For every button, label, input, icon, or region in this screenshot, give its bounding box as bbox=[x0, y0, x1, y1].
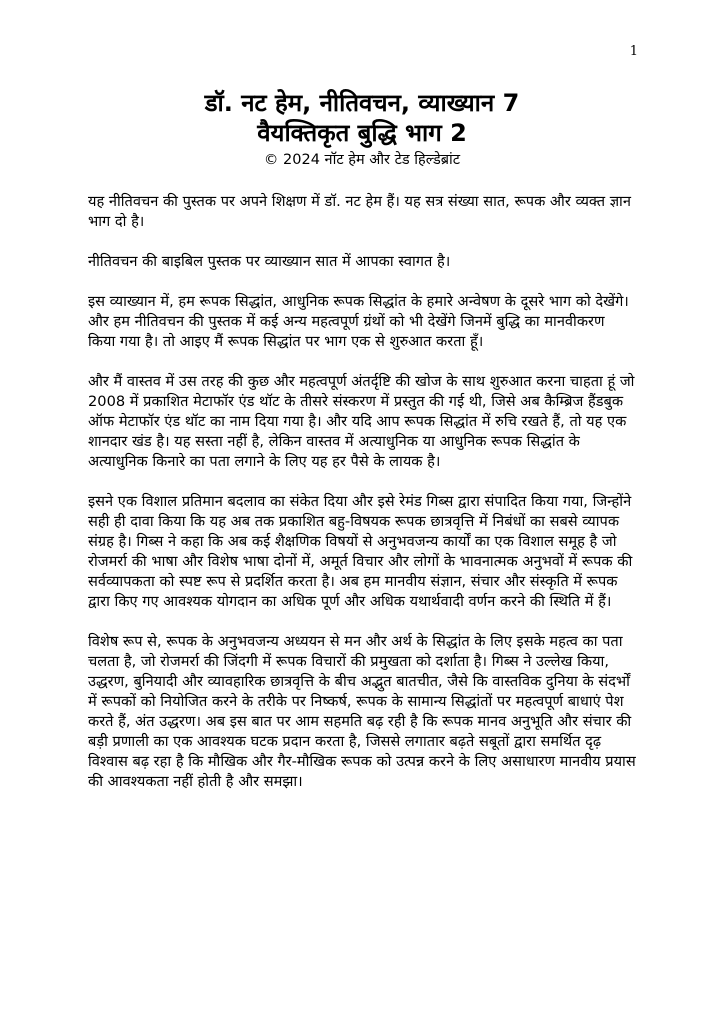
copyright-line: © 2024 नॉट हेम और टेड हिल्डेब्रांट bbox=[263, 152, 461, 168]
paragraph-gibbs: इसने एक विशाल प्रतिमान बदलाव का संकेत दिया और इसे रेमंड गिब्स द्वारा संपादित किया गया, जिन्होंने सही ही दावा किया कि यह अब तक प्रकाशित बहु-विषयक रूपक छात्रवृत्ति में निबंधों का सबसे व्यापक संग्रह है। गिब्स ने कहा कि अब कई शैक्षणिक विषयों से अनुभवजन्य कार्यों का एक विशाल समूह है जो रोजमर्रा की भाषा और विशेष भाषा दोनों में, अमूर्त विचार और लोगों के भावनात्मक अनुभवों में रूपक की सर्वव्यापकता को स्पष्ट रूप से प्रदर्शित करता है। अब हम मानवीय संज्ञान, संचार और संस्कृति में रूपक द्वारा किए गए आवश्यक योगदान का अधिक पूर्ण और अधिक यथार्थवादी वर्णन करने की स्थिति में हैं। bbox=[88, 493, 633, 610]
paragraph-overview: इस व्याख्यान में, हम रूपक सिद्धांत, आधुनिक रूपक सिद्धांत के हमारे अन्वेषण के दूसरे भाग को देखेंगे। और हम नीतिवचन की पुस्तक में कई अन्य महत्वपूर्ण ग्रंथों को भी देखेंगे जिनमें बुद्धि का मानवीकरण किया गया है। तो आइए मैं रूपक सिद्धांत पर भाग एक से शुरुआत करता हूँ। bbox=[88, 293, 629, 350]
page-number: 1 bbox=[629, 44, 638, 59]
document-title-line-2: वैयक्तिकृत बुद्धि भाग 2 bbox=[257, 119, 467, 147]
document-body bbox=[88, 192, 636, 812]
document-header bbox=[0, 88, 724, 170]
paragraph-handbook: और मैं वास्तव में उस तरह की कुछ और महत्वपूर्ण अंतर्दृष्टि की खोज के साथ शुरुआत करना चाहता हूं जो 2008 में प्रकाशित मेटाफॉर एंड थॉट के तीसरे संस्करण में प्रस्तुत की गई थी, जिसे अब कैम्ब्रिज हैंडबुक ऑफ मेटाफॉर एंड थॉट का नाम दिया गया है। और यदि आप रूपक सिद्धांत में रुचि रखते हैं, तो यह एक शानदार खंड है। यह सस्ता नहीं है, लेकिन वास्तव में अत्याधुनिक या आधुनिक रूपक सिद्धांत के अत्याधुनिक किनारे का पता लगाने के लिए यह हर पैसे के लायक है। bbox=[88, 373, 635, 470]
document-title-line-1: डॉ. नट हेम, नीतिवचन, व्याख्यान 7 bbox=[204, 89, 520, 117]
paragraph-intro: यह नीतिवचन की पुस्तक पर अपने शिक्षण में डॉ. नट हेम हैं। यह सत्र संख्या सात, रूपक और व्यक्त ज्ञान भाग दो है। bbox=[88, 193, 631, 230]
paragraph-welcome: नीतिवचन की बाइबिल पुस्तक पर व्याख्यान सात में आपका स्वागत है। bbox=[88, 253, 451, 270]
paragraph-empirical-study: विशेष रूप से, रूपक के अनुभवजन्य अध्ययन से मन और अर्थ के सिद्धांत के लिए इसके महत्व का पता चलता है, जो रोजमर्रा की जिंदगी में रूपक विचारों की प्रमुखता को दर्शाता है। गिब्स ने उल्लेख किया, उद्धरण, बुनियादी और व्यावहारिक छात्रवृत्ति के बीच अद्भुत बातचीत, जैसे कि वास्तविक दुनिया के संदर्भों में रूपकों को नियोजित करने के तरीके पर निष्कर्ष, रूपक के सामान्य सिद्धांतों पर महत्वपूर्ण बाधाएं पेश करते हैं, अंत उद्धरण। अब इस बात पर आम सहमति बढ़ रही है कि रूपक मानव अनुभूति और संचार की बड़ी प्रणाली का एक आवश्यक घटक प्रदान करता है, जिससे लगातार बढ़ते सबूतों द्वारा समर्थित दृढ़ विश्वास बढ़ रहा है कि मौखिक और गैर-मौखिक रूपक को उत्पन्न करने के लिए असाधारण मानवीय प्रयास की आवश्यकता नहीं होती है और समझा। bbox=[88, 633, 636, 790]
